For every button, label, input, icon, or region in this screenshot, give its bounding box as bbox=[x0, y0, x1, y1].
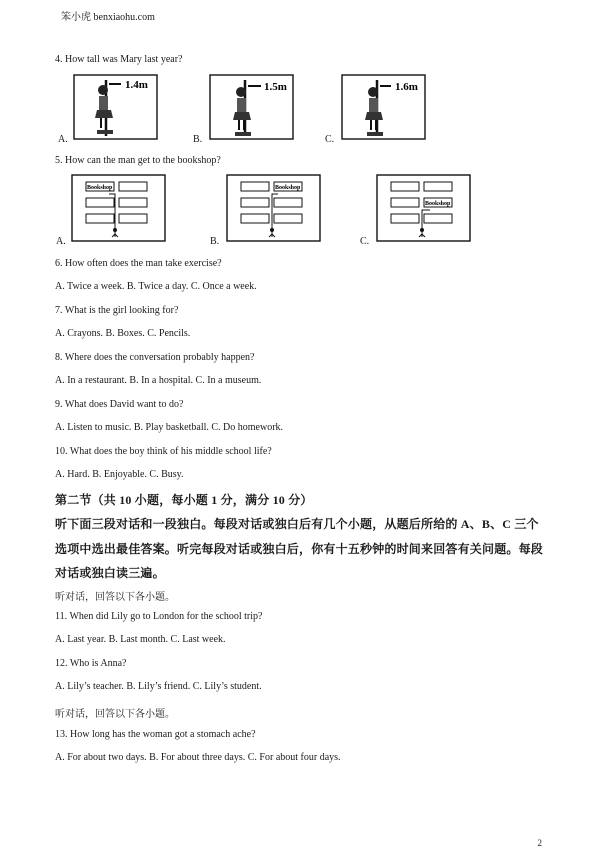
question-10-options: A. Hard. B. Enjoyable. C. Busy. bbox=[55, 469, 184, 480]
question-6: 6. How often does the man take exercise? bbox=[55, 258, 222, 269]
q4-height-label-c: 1.6m bbox=[395, 81, 418, 93]
question-10: 10. What does the boy think of his middle school life? bbox=[55, 446, 272, 457]
q4-option-c-label: C. bbox=[325, 134, 335, 145]
section-2-instructions-1: 听下面三段对话和一段独白。每段对话或独白后有几个小题，从题后所给的 A、B、C 三个 bbox=[55, 517, 539, 531]
section-2-instructions-3: 对话或独白读三遍。 bbox=[55, 566, 165, 580]
question-9: 9. What does David want to do? bbox=[55, 399, 184, 410]
question-4: 4. How tall was Mary last year? bbox=[55, 54, 183, 65]
q5-option-c-label: C. bbox=[360, 236, 370, 247]
question-13: 13. How long has the woman got a stomach ache? bbox=[55, 729, 256, 740]
question-13-options: A. For about two days. B. For about three days. C. For about four days. bbox=[55, 752, 341, 763]
dialogue-prompt-1: 听对话，回答以下各小题。 bbox=[55, 592, 175, 603]
q5-bookshop-sign-c: Bookshop bbox=[425, 201, 451, 207]
question-12: 12. Who is Anna? bbox=[55, 658, 127, 669]
question-8: 8. Where does the conversation probably happen? bbox=[55, 352, 255, 363]
page-number: 2 bbox=[537, 838, 542, 848]
question-6-options: A. Twice a week. B. Twice a day. C. Once a week. bbox=[55, 281, 257, 292]
question-7-options: A. Crayons. B. Boxes. C. Pencils. bbox=[55, 328, 191, 339]
q5-bookshop-sign-b: Bookshop bbox=[275, 185, 301, 191]
dialogue-prompt-2: 听对话，回答以下各小题。 bbox=[55, 709, 175, 720]
q4-height-label-b: 1.5m bbox=[264, 81, 287, 93]
question-5: 5. How can the man get to the bookshop? bbox=[55, 155, 221, 166]
question-8-options: A. In a restaurant. B. In a hospital. C. In a museum. bbox=[55, 375, 262, 386]
section-2-instructions-2: 选项中选出最佳答案。听完每段对话或独白后，你有十五秒钟的时间来回答有关问题。每段 bbox=[55, 542, 544, 556]
q5-option-b-label: B. bbox=[210, 236, 220, 247]
question-11-options: A. Last year. B. Last month. C. Last week. bbox=[55, 634, 226, 645]
question-7: 7. What is the girl looking for? bbox=[55, 305, 179, 316]
question-9-options: A. Listen to music. B. Play basketball. C. Do homework. bbox=[55, 422, 284, 433]
q5-option-a-label: A. bbox=[56, 236, 66, 247]
site-header: 笨小虎 benxiaohu.com bbox=[61, 12, 155, 23]
q4-option-a-label: A. bbox=[58, 134, 68, 145]
q4-height-label-a: 1.4m bbox=[125, 79, 148, 91]
q5-bookshop-sign-a: Bookshop bbox=[87, 185, 113, 191]
question-12-options: A. Lily’s teacher. B. Lily’s friend. C. Lily’s student. bbox=[55, 681, 262, 692]
section-2-title: 第二节（共 10 小题，每小题 1 分，满分 10 分） bbox=[55, 493, 313, 507]
q4-option-b-label: B. bbox=[193, 134, 203, 145]
question-11: 11. When did Lily go to London for the school trip? bbox=[55, 611, 263, 622]
